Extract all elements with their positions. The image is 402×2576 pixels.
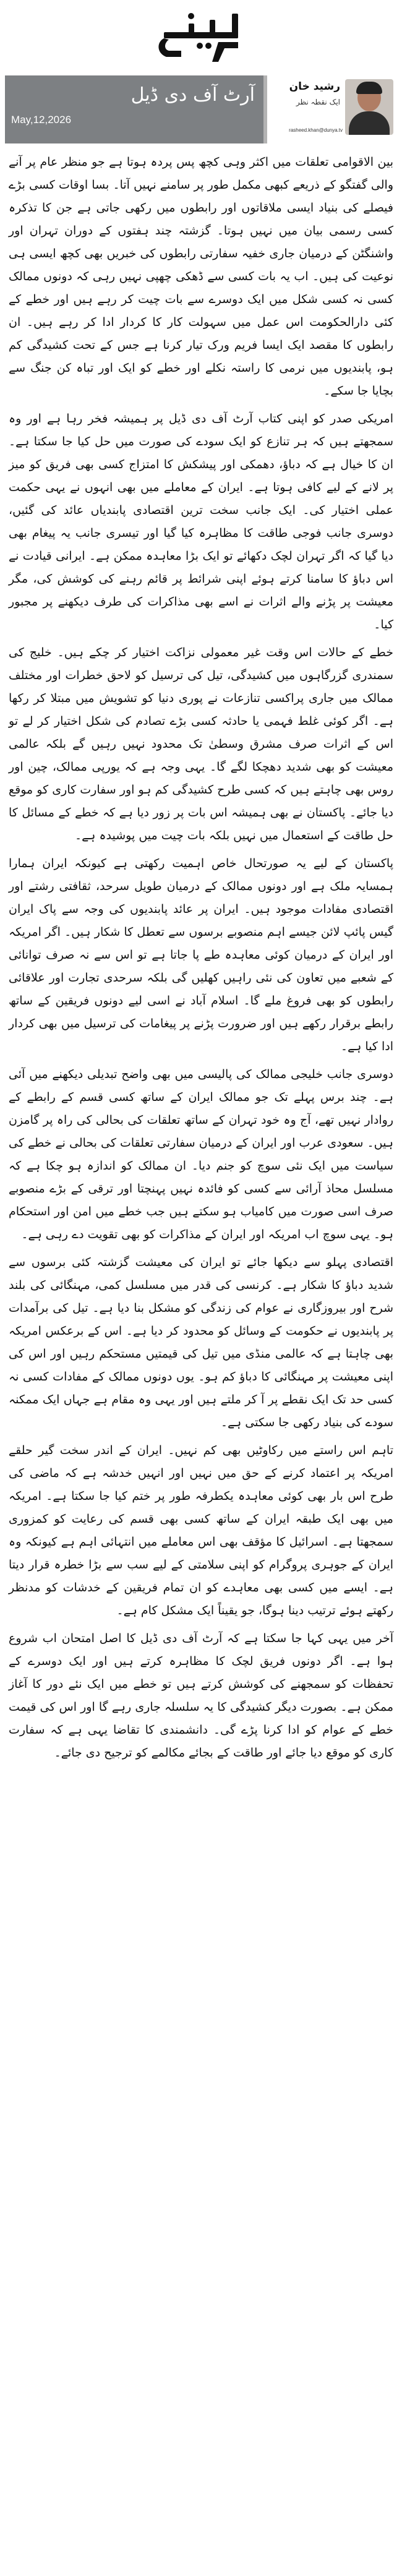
article-paragraph: تاہم اس راستے میں رکاوٹیں بھی کم نہیں۔ ایران کے اندر سخت گیر حلقے امریکہ پر اعتماد کرنے کے حق میں نہیں اور انہیں خدشہ ہے کہ ماضی کی طرح اس بار بھی کوئی معاہدہ یکطرفہ طور پر ختم کیا جا سکتا ہے۔ امریکہ میں بھی ایک طبقہ ایران کے ساتھ کسی بھی قسم کی رعایت کو کمزوری سمجھتا ہے۔ اسرائیل کا مؤقف بھی اس معاملے میں انتہائی اہم ہے کیونکہ وہ ایران کے جوہری پروگرام کو اپنی سلامتی کے لیے سب سے بڑا خطرہ قرار دیتا ہے۔ ایسے میں کسی بھی معاہدے کو ان تمام فریقین کے خدشات کو مدنظر رکھتے ہوئے ترتیب دینا ہوگا، جو یقیناً ایک مشکل کام ہے۔ <box>9 1444 393 1617</box>
column-header-banner <box>5 75 397 143</box>
column-title: آرٹ آف دی ڈیل <box>130 84 255 106</box>
article-paragraph: دوسری جانب خلیجی ممالک کی پالیسی میں بھی واضح تبدیلی دیکھنے میں آئی ہے۔ چند برس پہلے تک جو ممالک ایران کے ساتھ کسی قسم کے رابطے کے روادار نہیں تھے، آج وہ خود تہران کے ساتھ تعلقات کی بحالی کی راہ پر گامزن ہیں۔ سعودی عرب اور ایران کے درمیان سفارتی تعلقات کی بحالی نے خطے کی سیاست میں ایک نئی سوچ کو جنم دیا۔ ان ممالک کو اندازہ ہو چکا ہے کہ مسلسل محاذ آرائی سے کسی کو فائدہ نہیں پہنچتا اور ترقی کے بڑے منصوبے صرف اسی صورت میں کامیاب ہو سکتے ہیں جب خطے میں امن اور استحکام ہو۔ یہی سوچ اب امریکہ اور ایران کے مذاکرات کو بھی تقویت دے رہی ہے۔ <box>9 1068 393 1241</box>
columnist-avatar <box>345 79 393 135</box>
article-paragraph: آخر میں یہی کہا جا سکتا ہے کہ آرٹ آف دی ڈیل کا اصل امتحان اب شروع ہوا ہے۔ اگر دونوں فریق لچک کا مظاہرہ کرتے ہیں اور ایک دوسرے کے تحفظات کو سمجھنے کی کوشش کرتے ہیں تو خطے میں ایک نئے دور کا آغاز ممکن ہے۔ بصورت دیگر کشیدگی کا یہ سلسلہ جاری رہے گا اور اس کی قیمت خطے کے عوام کو ادا کرنا پڑے گی۔ دانشمندی کا تقاضا یہی ہے کہ سفارت کاری کو موقع دیا جائے اور طاقت کے بجائے مکالمے کو ترجیح دی جائے۔ <box>9 1632 393 1760</box>
article-paragraph: بین الاقوامی تعلقات میں اکثر وہی کچھ پس پردہ ہوتا ہے جو منظر عام پر آنے والی گفتگو کے ذریعے کبھی مکمل طور پر سامنے نہیں آتا۔ بسا اوقات کسی بڑے فیصلے کی بنیاد ایسی ملاقاتوں اور رابطوں میں رکھی جاتی ہے جن کا تذکرہ کسی رسمی بیان میں نہیں ہوتا۔ گزشتہ چند ہفتوں کے دوران تہران اور واشنگٹن کے درمیان جاری خفیہ سفارتی رابطوں کی خبریں بھی کچھ ایسی ہی نوعیت کی ہیں۔ اب یہ بات کسی سے ڈھکی چھپی نہیں رہی کہ دونوں ممالک کسی نہ کسی شکل میں ایک دوسرے سے بات چیت کر رہے ہیں اور خطے کے کئی دارالحکومت اس عمل میں سہولت کار کا کردار ادا کر رہے ہیں۔ ان رابطوں کا مقصد ایک ایسا فریم ورک تیار کرنا ہے جس کے تحت کشیدگی کم ہو، پابندیوں میں نرمی کا راستہ نکلے اور خطے کو ایک اور تباہ کن جنگ سے بچایا جا سکے۔ <box>9 155 393 398</box>
article-paragraph: اقتصادی پہلو سے دیکھا جائے تو ایران کی معیشت گزشتہ کئی برسوں سے شدید دباؤ کا شکار ہے۔ کرنسی کی قدر میں مسلسل کمی، مہنگائی کی بلند شرح اور بیروزگاری نے عوام کی زندگی کو مشکل بنا دیا ہے۔ تیل کی برآمدات پر پابندیوں نے حکومت کے وسائل کو محدود کر دیا ہے۔ اس کے برعکس امریکہ بھی چاہتا ہے کہ عالمی منڈی میں تیل کی قیمتیں مستحکم رہیں اور اس کی اپنی معیشت پر مہنگائی کا دباؤ کم ہو۔ یوں دونوں ممالک کے مفادات کسی نہ کسی حد تک ایک نقطے پر آ کر ملتے ہیں اور یہی وہ مقام ہے جہاں ایک ممکنہ سودے کی بنیاد رکھی جا سکتی ہے۔ <box>9 1256 393 1429</box>
columnist-name: رشید خان <box>289 80 340 93</box>
article-body <box>9 151 393 1769</box>
columnist-tagline: ایک نقطہ نظر <box>296 98 340 106</box>
columnist-card <box>263 75 397 143</box>
article-paragraph: پاکستان کے لیے یہ صورتحال خاص اہمیت رکھتی ہے کیونکہ ایران ہمارا ہمسایہ ملک ہے اور دونوں ممالک کے درمیان طویل سرحد، ثقافتی رشتے اور اقتصادی مفادات موجود ہیں۔ ایران پر عائد پابندیوں کی وجہ سے پاک ایران گیس پائپ لائن جیسے اہم منصوبے برسوں سے تعطل کا شکار ہیں۔ اگر امریکہ اور ایران کے درمیان کوئی معاہدہ طے پا جاتا ہے تو اس سے نہ صرف توانائی کے شعبے میں تعاون کی نئی راہیں کھلیں گی بلکہ سرحدی تجارت اور علاقائی رابطوں کو بھی فروغ ملے گا۔ اسلام آباد نے اسی لیے دونوں فریقین کے ساتھ رابطے برقرار رکھے ہیں اور ضرورت پڑنے پر پیغامات کی ترسیل میں بھی کردار ادا کیا ہے۔ <box>9 857 393 1053</box>
masthead <box>0 0 402 74</box>
article-paragraph: خطے کے حالات اس وقت غیر معمولی نزاکت اختیار کر چکے ہیں۔ خلیج کی سمندری گزرگاہوں میں کشیدگی، تیل کی ترسیل کو لاحق خطرات اور مختلف ممالک میں جاری پراکسی تنازعات نے پوری دنیا کو تشویش میں مبتلا کر رکھا ہے۔ اگر کوئی غلط فہمی یا حادثہ کسی بڑے تصادم کی شکل اختیار کر لے تو اس کے اثرات صرف مشرق وسطیٰ تک محدود نہیں رہیں گے بلکہ عالمی معیشت کو بھی شدید دھچکا لگے گا۔ یہی وجہ ہے کہ یورپی ممالک، چین اور روس بھی چاہتے ہیں کہ کسی طرح کشیدگی کم ہو اور سفارت کاری کو موقع دیا جائے۔ پاکستان نے بھی ہمیشہ اس بات پر زور دیا ہے کہ خطے کے مسائل کا حل طاقت کے استعمال میں نہیں بلکہ بات چیت میں پوشیدہ ہے۔ <box>9 646 393 842</box>
columnist-email: rasheed.khan@dunya.tv <box>289 127 343 133</box>
publish-date: May,12,2026 <box>11 114 72 126</box>
dunya-logo <box>145 5 257 69</box>
article-paragraph: امریکی صدر کو اپنی کتاب آرٹ آف دی ڈیل پر ہمیشہ فخر رہا ہے اور وہ سمجھتے ہیں کہ ہر تنازع کو ایک سودے کی صورت میں حل کیا جا سکتا ہے۔ ان کا خیال ہے کہ دباؤ، دھمکی اور پیشکش کا امتزاج کسی بھی فریق کو میز پر لانے کے لیے کافی ہوتا ہے۔ ایران کے معاملے میں بھی انہوں نے یہی حکمت عملی اختیار کی۔ ایک جانب سخت ترین اقتصادی پابندیاں عائد کی گئیں، دوسری جانب فوجی طاقت کا مظاہرہ کیا گیا اور تیسری جانب یہ پیغام بھی دیا گیا کہ اگر تہران لچک دکھائے تو ایک بڑا معاہدہ ممکن ہے۔ ایرانی قیادت نے اس دباؤ کا سامنا کرتے ہوئے اپنی شرائط پر قائم رہنے کی کوشش کی، مگر معیشت پر پڑنے والے اثرات نے اسے بھی مذاکرات کی طرف دیکھنے پر مجبور کیا۔ <box>9 412 393 631</box>
